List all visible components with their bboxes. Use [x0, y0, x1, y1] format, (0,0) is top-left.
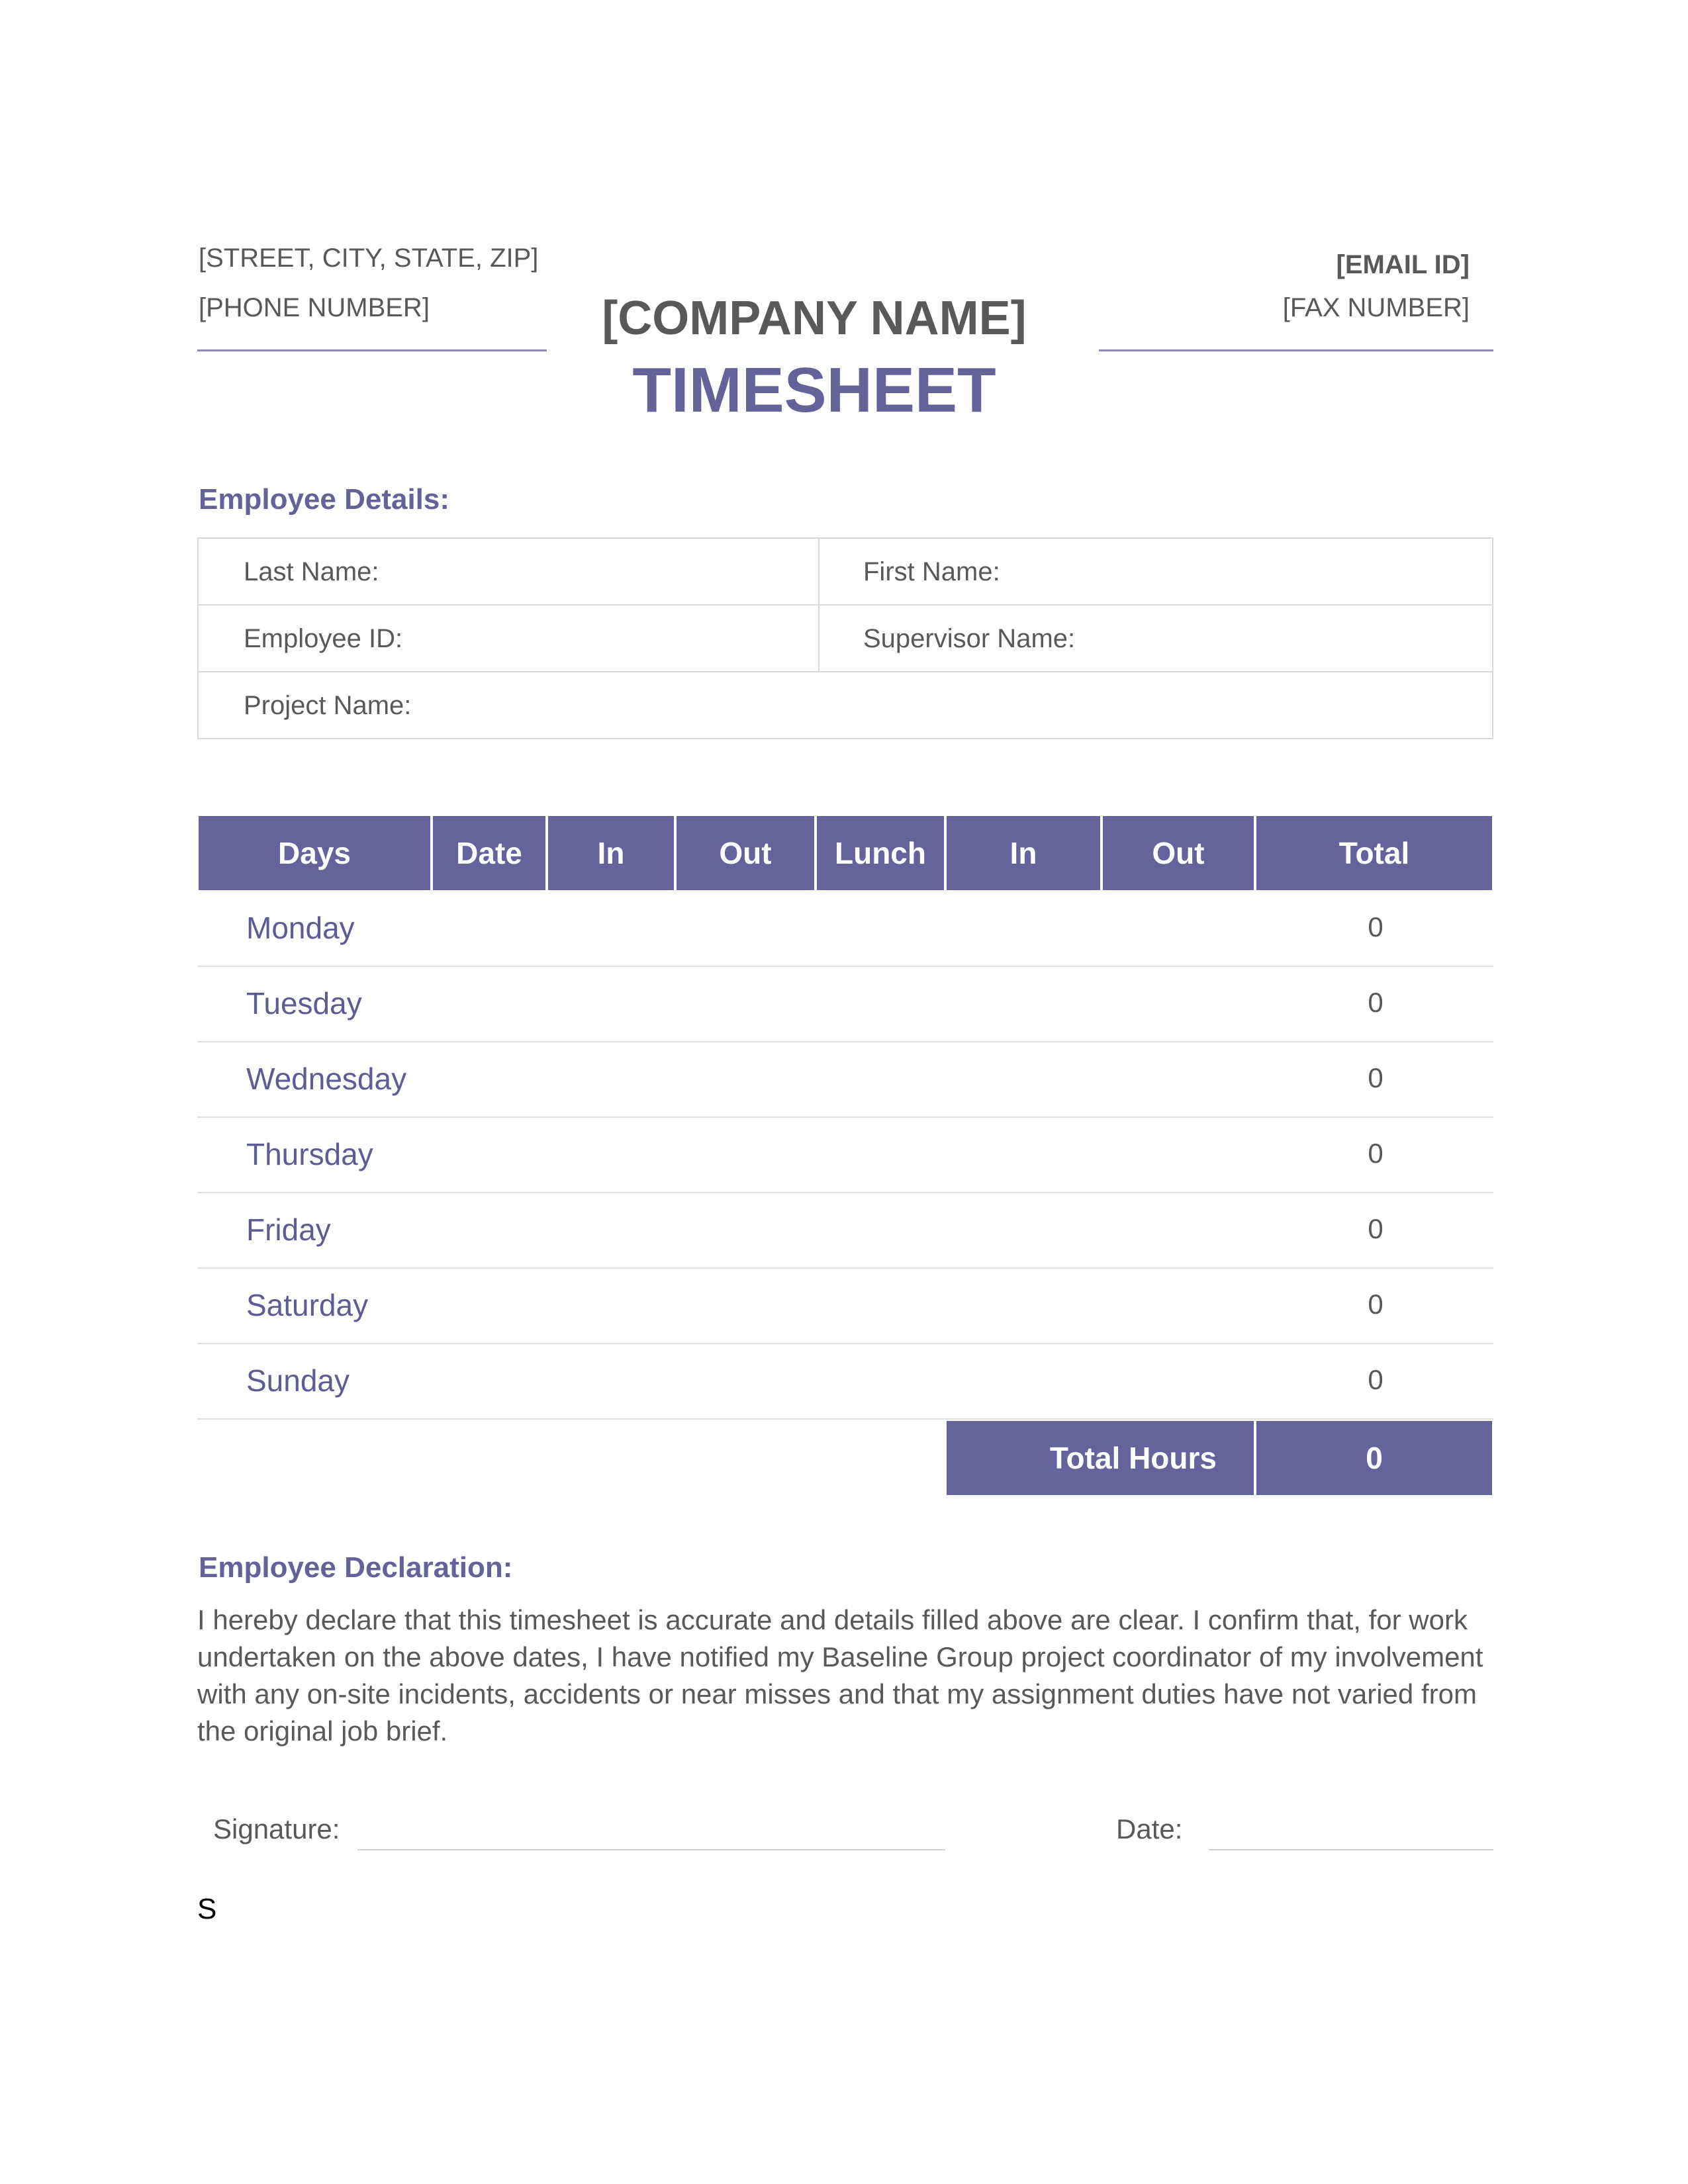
first-name-field[interactable]: First Name: — [863, 557, 1000, 586]
company-email: [EMAIL ID] — [1336, 250, 1470, 279]
day-label: Thursday — [246, 1137, 373, 1171]
company-name: [COMPANY NAME] — [602, 292, 1027, 345]
row-total: 0 — [1368, 1213, 1383, 1244]
table-row[interactable] — [197, 1344, 1493, 1420]
table-row[interactable] — [197, 1042, 1493, 1118]
day-label: Saturday — [246, 1288, 369, 1322]
column-header-in: In — [548, 816, 674, 890]
employee-details-heading: Employee Details: — [199, 483, 450, 516]
total-hours-value: 0 — [1256, 1421, 1492, 1495]
row-total: 0 — [1368, 1062, 1383, 1093]
details-row-names — [199, 539, 1492, 606]
column-header-out: Out — [677, 816, 814, 890]
last-name-field[interactable]: Last Name: — [244, 557, 379, 586]
day-label: Monday — [246, 911, 355, 945]
project-name-field[interactable]: Project Name: — [244, 691, 412, 720]
details-divider — [818, 539, 820, 672]
column-header-date: Date — [433, 816, 545, 890]
day-label: Wednesday — [246, 1062, 407, 1096]
row-total: 0 — [1368, 1289, 1383, 1320]
day-label: Sunday — [246, 1363, 350, 1398]
signature-line[interactable] — [357, 1849, 945, 1850]
row-total: 0 — [1368, 1364, 1383, 1395]
table-row[interactable] — [197, 1193, 1493, 1269]
header-right-rule — [1099, 349, 1493, 351]
total-hours-label: Total Hours — [947, 1421, 1254, 1495]
column-header-total: Total — [1256, 816, 1492, 890]
company-fax: [FAX NUMBER] — [1282, 293, 1470, 322]
row-total: 0 — [1368, 987, 1383, 1018]
company-address: [STREET, CITY, STATE, ZIP] — [199, 244, 539, 273]
details-row-ids — [199, 606, 1492, 672]
signature-label: Signature: — [213, 1813, 340, 1844]
day-label: Tuesday — [246, 986, 362, 1021]
row-total: 0 — [1368, 1138, 1383, 1169]
date-label: Date: — [1116, 1813, 1183, 1844]
employee-details-table — [197, 537, 1493, 739]
declaration-heading: Employee Declaration: — [199, 1551, 513, 1584]
table-row[interactable] — [197, 1118, 1493, 1193]
column-header-out-2: Out — [1103, 816, 1254, 890]
header-left-rule — [197, 349, 547, 351]
column-header-lunch: Lunch — [817, 816, 944, 890]
declaration-text: I hereby declare that this timesheet is accurate and details filled above are clear. I confirm that, for work undertaken on the above dates, I have notified my Baseline Group project coordinator of my involvement with any on-site incidents, accidents or near misses and that my assignment duties have not varied from the original job brief. — [197, 1604, 1483, 1747]
column-header-days: Days — [199, 816, 430, 890]
table-row[interactable] — [197, 1269, 1493, 1344]
stray-text: S — [197, 1893, 217, 1925]
page-title: TIMESHEET — [632, 355, 996, 426]
column-header-in-2: In — [947, 816, 1100, 890]
details-row-project — [199, 672, 1492, 739]
row-total: 0 — [1368, 911, 1383, 942]
table-row[interactable] — [197, 967, 1493, 1042]
supervisor-name-field[interactable]: Supervisor Name: — [863, 624, 1076, 653]
day-label: Friday — [246, 1212, 331, 1247]
company-phone: [PHONE NUMBER] — [199, 293, 430, 322]
employee-id-field[interactable]: Employee ID: — [244, 624, 403, 653]
table-row[interactable] — [197, 891, 1493, 967]
date-line[interactable] — [1209, 1849, 1493, 1850]
